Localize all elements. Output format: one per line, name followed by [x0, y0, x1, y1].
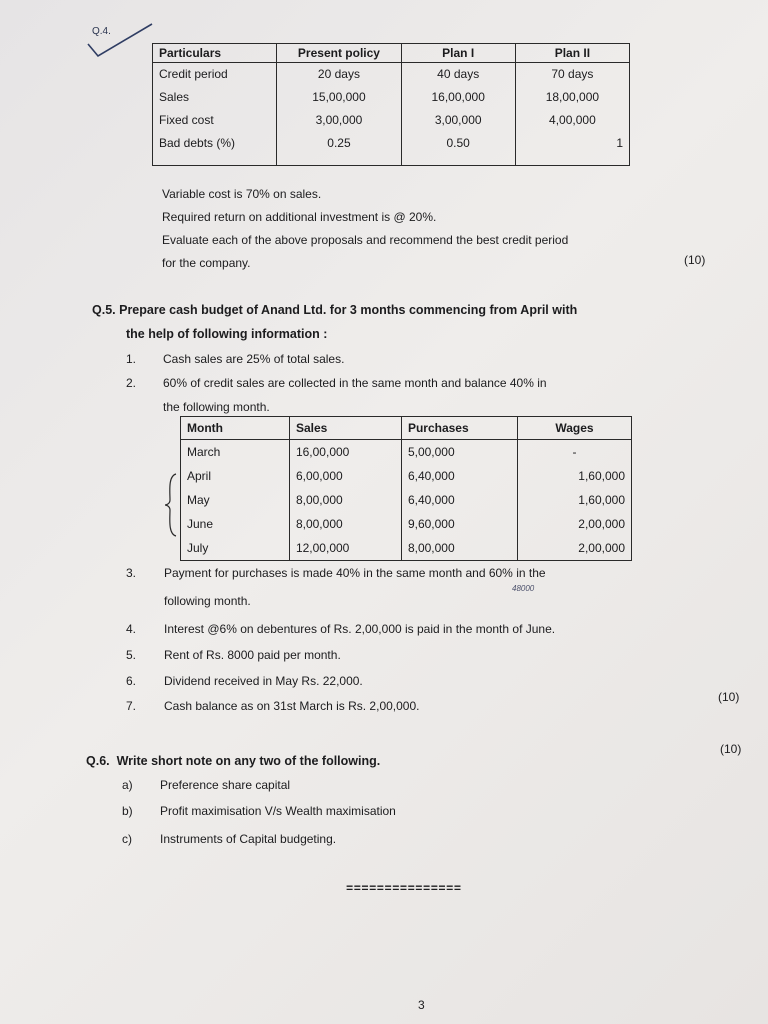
- table-cell: -: [572, 445, 577, 459]
- table-cell: 6,00,000: [295, 469, 343, 483]
- table-cell: 6,40,000: [407, 493, 455, 507]
- list-item: the following month.: [163, 400, 270, 414]
- wages-column: [517, 440, 631, 561]
- q4-marks: (10): [684, 253, 706, 267]
- list-item: Profit maximisation V/s Wealth maximisation: [160, 804, 396, 818]
- q4-label: Q.4.: [92, 26, 111, 37]
- table-cell: 12,00,000: [295, 541, 350, 555]
- list-number: 7.: [126, 699, 137, 713]
- q5-list-a: [126, 352, 686, 412]
- plan-2-column: [515, 63, 629, 166]
- table-header: Purchases: [401, 417, 517, 440]
- table-cell: 70 days: [551, 67, 594, 81]
- list-item: Cash sales are 25% of total sales.: [163, 352, 345, 366]
- table-header: Plan II: [515, 44, 629, 63]
- list-number: 3.: [126, 566, 137, 580]
- table-cell: 8,00,000: [295, 517, 343, 531]
- list-item: Instruments of Capital budgeting.: [160, 832, 337, 846]
- table-cell: 9,60,000: [407, 517, 455, 531]
- list-item: Rent of Rs. 8000 paid per month.: [164, 648, 341, 662]
- q5-number: Q.5.: [92, 303, 116, 317]
- table-cell: Fixed cost: [159, 113, 214, 127]
- text-line: Variable cost is 70% on sales.: [162, 187, 322, 201]
- q5-marks: (10): [718, 690, 740, 704]
- table-cell: Bad debts (%): [159, 136, 236, 150]
- table-cell: 16,00,000: [431, 90, 485, 104]
- q5-heading: [92, 298, 692, 346]
- list-item: Preference share capital: [160, 778, 291, 792]
- table-cell: 1,60,000: [578, 469, 625, 483]
- table-cell: 1,60,000: [578, 493, 625, 507]
- table-cell: 2,00,000: [578, 541, 625, 555]
- table-cell: 0.50: [446, 136, 470, 150]
- table-header: Sales: [289, 417, 401, 440]
- list-item: following month.: [164, 594, 251, 608]
- table-header: Month: [181, 417, 290, 440]
- table-cell: March: [187, 445, 221, 459]
- q6-heading-text: Write short note on any two of the following.: [116, 754, 381, 768]
- sales-column: [289, 440, 401, 561]
- month-column: [181, 440, 290, 561]
- plan-1-column: [401, 63, 515, 166]
- q6-marks: (10): [720, 742, 742, 756]
- table-cell: 40 days: [437, 67, 480, 81]
- table-cell: April: [187, 469, 212, 483]
- list-number: 2.: [126, 376, 137, 390]
- present-policy-column: [277, 63, 401, 166]
- table-cell: 4,00,000: [549, 113, 596, 127]
- list-letter: a): [122, 778, 133, 792]
- table-cell: 6,40,000: [407, 469, 455, 483]
- table-cell: May: [187, 493, 210, 507]
- table-cell: 18,00,000: [545, 90, 600, 104]
- list-number: 5.: [126, 648, 137, 662]
- q5-heading-line1: Prepare cash budget of Anand Ltd. for 3 months commencing from April with: [119, 303, 578, 317]
- list-item: Cash balance as on 31st March is Rs. 2,00,000.: [164, 699, 420, 713]
- table-header: Present policy: [277, 44, 401, 63]
- list-number: 4.: [126, 622, 137, 636]
- table-cell: 3,00,000: [434, 113, 482, 127]
- list-number: 6.: [126, 674, 137, 688]
- q5-list-b: [126, 566, 686, 716]
- table-cell: 1: [616, 136, 623, 150]
- q6-heading: [86, 754, 380, 768]
- q5-heading-line2: the help of following information :: [126, 327, 328, 341]
- q4-text: [162, 183, 682, 275]
- table-cell: Sales: [159, 90, 190, 104]
- table-cell: 2,00,000: [578, 517, 625, 531]
- table-header: Particulars: [153, 44, 277, 63]
- table-cell: Credit period: [159, 67, 228, 81]
- q6-number: Q.6.: [86, 754, 110, 768]
- table-header: Wages: [517, 417, 631, 440]
- list-letter: b): [122, 804, 133, 818]
- table-cell: 3,00,000: [315, 113, 363, 127]
- list-item: Interest @6% on debentures of Rs. 2,00,000 is paid in the month of June.: [164, 622, 556, 636]
- table-cell: 16,00,000: [295, 445, 350, 459]
- handwritten-brace-icon: [164, 472, 178, 538]
- text-line: Required return on additional investment is @ 20%.: [162, 210, 437, 224]
- credit-policy-table: [152, 43, 630, 166]
- table-cell: 0.25: [327, 136, 351, 150]
- page-number: 3: [418, 998, 425, 1012]
- text-line: Evaluate each of the above proposals and recommend the best credit period: [162, 233, 569, 247]
- table-cell: 15,00,000: [312, 90, 366, 104]
- table-cell: June: [187, 517, 214, 531]
- separator-line: ===============: [346, 882, 462, 896]
- list-letter: c): [122, 832, 132, 846]
- table-cell: 20 days: [317, 67, 360, 81]
- handwritten-note: 48000: [512, 584, 535, 593]
- table-header: Plan I: [401, 44, 515, 63]
- list-item: Dividend received in May Rs. 22,000.: [164, 674, 363, 688]
- list-number: 1.: [126, 352, 137, 366]
- particulars-column: [153, 63, 277, 166]
- text-line: for the company.: [162, 256, 251, 270]
- list-item: 60% of credit sales are collected in the same month and balance 40% in: [163, 376, 547, 390]
- purchases-column: [401, 440, 517, 561]
- table-cell: 8,00,000: [407, 541, 455, 555]
- table-cell: 8,00,000: [295, 493, 343, 507]
- table-cell: 5,00,000: [407, 445, 455, 459]
- q6-list: [122, 778, 642, 858]
- cash-budget-table: [180, 416, 632, 561]
- list-item: Payment for purchases is made 40% in the same month and 60% in the: [164, 566, 546, 580]
- table-cell: July: [187, 541, 209, 555]
- handwritten-tick-icon: [86, 20, 156, 70]
